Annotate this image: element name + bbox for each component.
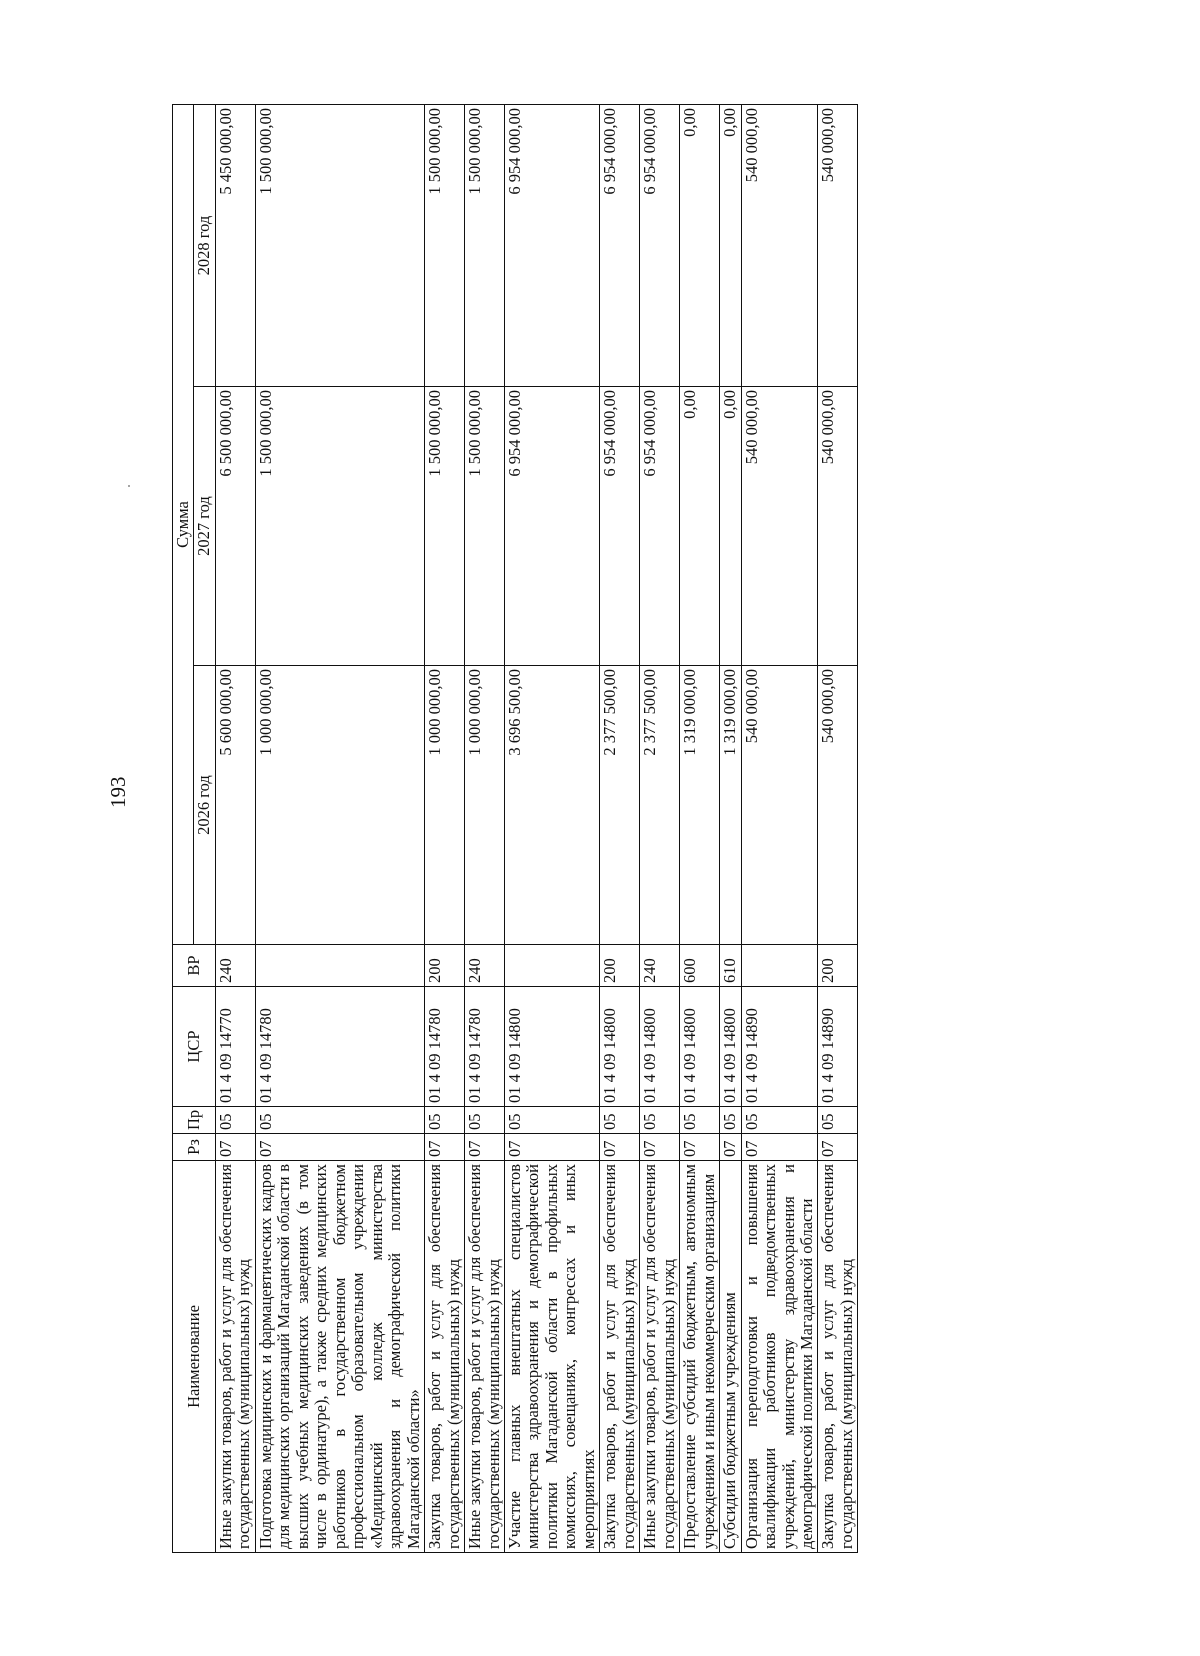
cell-pr: 05 (818, 1107, 858, 1134)
cell-rz: 07 (255, 1134, 424, 1161)
cell-rz: 07 (680, 1134, 720, 1161)
cell-name: Предоставление субсидий бюджетным, автономным учреждениям и иным некоммерческим организациям (680, 1161, 720, 1553)
cell-vr: 610 (720, 945, 741, 987)
cell-2026: 1 000 000,00 (425, 666, 465, 945)
cell-name: Закупка товаров, работ и услуг для обеспечения государственных (муниципальных) нужд (425, 1161, 465, 1553)
table-row (640, 104, 680, 1552)
cell-pr: 05 (640, 1107, 680, 1134)
cell-vr (504, 945, 599, 987)
cell-csr: 01 4 09 14800 (680, 987, 720, 1107)
cell-pr: 05 (720, 1107, 741, 1134)
cell-2026: 2 377 500,00 (600, 666, 640, 945)
header-csr: ЦСР (173, 987, 216, 1107)
header-row-1 (173, 104, 194, 1552)
cell-csr: 01 4 09 14890 (741, 987, 818, 1107)
cell-vr: 200 (425, 945, 465, 987)
header-sum: Сумма (173, 104, 194, 944)
cell-2027: 540 000,00 (818, 387, 858, 666)
table-body (215, 104, 857, 1552)
cell-csr: 01 4 09 14890 (818, 987, 858, 1107)
page-number: 193 (106, 776, 130, 808)
scan-speck (128, 485, 130, 487)
header-year-2026: 2026 год (194, 666, 215, 945)
cell-csr: 01 4 09 14780 (465, 987, 505, 1107)
cell-rz: 07 (600, 1134, 640, 1161)
cell-csr: 01 4 09 14800 (720, 987, 741, 1107)
cell-2028: 540 000,00 (741, 104, 818, 386)
cell-rz: 07 (215, 1134, 255, 1161)
cell-csr: 01 4 09 14780 (425, 987, 465, 1107)
cell-rz: 07 (640, 1134, 680, 1161)
table-row (504, 104, 599, 1552)
cell-rz: 07 (504, 1134, 599, 1161)
cell-csr: 01 4 09 14800 (504, 987, 599, 1107)
cell-pr: 05 (425, 1107, 465, 1134)
cell-csr: 01 4 09 14800 (640, 987, 680, 1107)
cell-2028: 0,00 (720, 104, 741, 386)
cell-vr: 240 (215, 945, 255, 987)
cell-vr: 600 (680, 945, 720, 987)
cell-name: Иные закупки товаров, работ и услуг для обеспечения государственных (муниципальных) нужд (465, 1161, 505, 1553)
cell-name: Организация переподготовки и повышения квалификации работников подведомственных учреждений, министерству здравоохранения и демографической политики Магаданской области (741, 1161, 818, 1553)
cell-2026: 1 319 000,00 (720, 666, 741, 945)
cell-pr: 05 (600, 1107, 640, 1134)
cell-name: Иные закупки товаров, работ и услуг для обеспечения государственных (муниципальных) нужд (215, 1161, 255, 1553)
cell-name: Субсидии бюджетным учреждениям (720, 1161, 741, 1553)
table-row (741, 104, 818, 1552)
cell-pr: 05 (741, 1107, 818, 1134)
cell-vr: 240 (640, 945, 680, 987)
cell-2026: 1 000 000,00 (465, 666, 505, 945)
cell-name: Закупка товаров, работ и услуг для обеспечения государственных (муниципальных) нужд (818, 1161, 858, 1553)
cell-name: Подготовка медицинских и фармацевтических кадров для медицинских организаций Магаданской области в высших учебных медицинских заведениях (в том числе в ординатуре), а также средних медицинских работников в государственном бюджетном профессиональном образовательном учреждении «Медицинский колледж министерства здравоохранения и демографической политики Магаданской области» (255, 1161, 424, 1553)
cell-csr: 01 4 09 14770 (215, 987, 255, 1107)
cell-2028: 6 954 000,00 (640, 104, 680, 386)
cell-2027: 6 954 000,00 (640, 387, 680, 666)
cell-vr: 240 (465, 945, 505, 987)
cell-2026: 1 000 000,00 (255, 666, 424, 945)
cell-rz: 07 (720, 1134, 741, 1161)
cell-2026: 2 377 500,00 (640, 666, 680, 945)
cell-name: Закупка товаров, работ и услуг для обеспечения государственных (муниципальных) нужд (600, 1161, 640, 1553)
cell-csr: 01 4 09 14780 (255, 987, 424, 1107)
cell-2028: 1 500 000,00 (255, 104, 424, 386)
cell-2027: 0,00 (720, 387, 741, 666)
cell-2027: 6 954 000,00 (504, 387, 599, 666)
cell-2027: 1 500 000,00 (255, 387, 424, 666)
cell-2027: 0,00 (680, 387, 720, 666)
table-row (680, 104, 720, 1552)
cell-name: Иные закупки товаров, работ и услуг для обеспечения государственных (муниципальных) нужд (640, 1161, 680, 1553)
cell-2028: 1 500 000,00 (425, 104, 465, 386)
table-row (720, 104, 741, 1552)
cell-2026: 540 000,00 (741, 666, 818, 945)
header-year-2027: 2027 год (194, 387, 215, 666)
cell-2028: 540 000,00 (818, 104, 858, 386)
cell-rz: 07 (425, 1134, 465, 1161)
cell-name: Участие главных внештатных специалистов министерства здравоохранения и демографической политики Магаданской области в профильных комиссиях, совещаниях, конгрессах и иных мероприятиях (504, 1161, 599, 1553)
cell-2027: 6 954 000,00 (600, 387, 640, 666)
cell-vr: 200 (818, 945, 858, 987)
cell-2027: 1 500 000,00 (425, 387, 465, 666)
table-row (215, 104, 255, 1552)
cell-pr: 05 (255, 1107, 424, 1134)
cell-2028: 5 450 000,00 (215, 104, 255, 386)
cell-2026: 540 000,00 (818, 666, 858, 945)
cell-pr: 05 (215, 1107, 255, 1134)
cell-pr: 05 (465, 1107, 505, 1134)
table-row (255, 104, 424, 1552)
cell-2027: 1 500 000,00 (465, 387, 505, 666)
cell-vr (741, 945, 818, 987)
budget-table (172, 104, 858, 1553)
header-pr: Пр (173, 1107, 216, 1134)
cell-csr: 01 4 09 14800 (600, 987, 640, 1107)
cell-2026: 3 696 500,00 (504, 666, 599, 945)
rotated-table-wrapper (172, 105, 858, 1553)
header-vr: ВР (173, 945, 216, 987)
cell-2027: 6 500 000,00 (215, 387, 255, 666)
cell-2027: 540 000,00 (741, 387, 818, 666)
cell-vr: 200 (600, 945, 640, 987)
cell-rz: 07 (818, 1134, 858, 1161)
table-row (818, 104, 858, 1552)
cell-rz: 07 (465, 1134, 505, 1161)
cell-pr: 05 (680, 1107, 720, 1134)
cell-2026: 1 319 000,00 (680, 666, 720, 945)
header-name: Наименование (173, 1161, 216, 1553)
cell-2028: 6 954 000,00 (600, 104, 640, 386)
cell-2028: 6 954 000,00 (504, 104, 599, 386)
cell-2028: 1 500 000,00 (465, 104, 505, 386)
cell-2028: 0,00 (680, 104, 720, 386)
header-year-2028: 2028 год (194, 104, 215, 386)
table-row (465, 104, 505, 1552)
cell-2026: 5 600 000,00 (215, 666, 255, 945)
table-row (600, 104, 640, 1552)
table-row (425, 104, 465, 1552)
cell-pr: 05 (504, 1107, 599, 1134)
header-rz: Рз (173, 1134, 216, 1161)
cell-rz: 07 (741, 1134, 818, 1161)
cell-vr (255, 945, 424, 987)
